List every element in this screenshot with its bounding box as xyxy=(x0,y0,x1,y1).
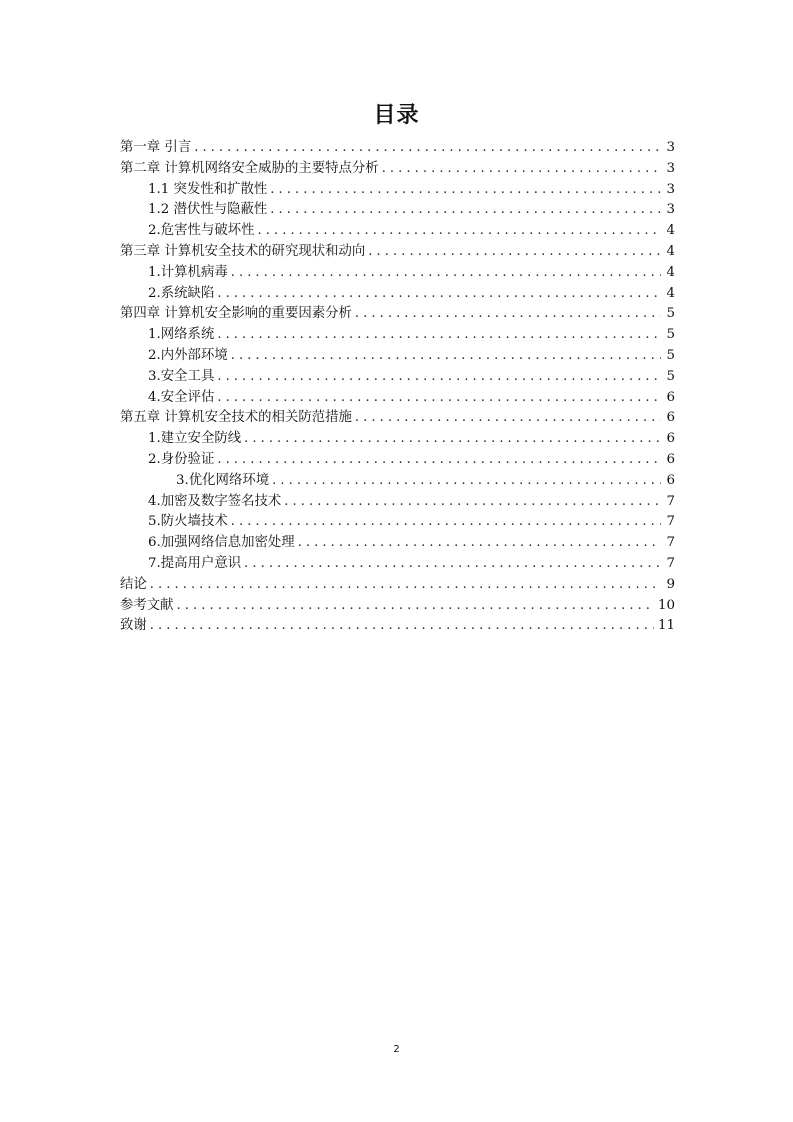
toc-entry-text: 参考文献 xyxy=(120,597,174,613)
toc-page-number: 3 xyxy=(666,140,675,155)
toc-entry[interactable] xyxy=(120,325,675,346)
toc-leader-dots xyxy=(231,512,661,533)
toc-leader-dots xyxy=(368,242,661,263)
toc-leader-dots xyxy=(231,263,661,284)
toc-entry[interactable] xyxy=(120,159,675,180)
toc-page-number: 3 xyxy=(666,202,675,218)
toc-leader-dots xyxy=(258,221,661,242)
toc-entry-text: 1.网络系统 xyxy=(148,327,215,343)
toc-entry[interactable] xyxy=(120,180,675,201)
toc-leader-dots xyxy=(217,325,661,346)
toc-leader-dots xyxy=(355,408,661,429)
toc-entry-text: 1.计算机病毒 xyxy=(148,264,228,280)
toc-page-number: 6 xyxy=(666,410,675,426)
toc-entry-text: 1.2 潜伏性与隐蔽性 xyxy=(148,202,268,218)
toc-leader-dots xyxy=(194,138,661,159)
toc-entry[interactable] xyxy=(120,304,675,325)
toc-page-number: 7 xyxy=(666,493,675,509)
toc-leader-dots xyxy=(244,429,661,450)
toc-page-number: 7 xyxy=(666,555,675,571)
toc-page-number: 5 xyxy=(666,347,675,363)
toc-leader-dots xyxy=(217,388,661,409)
toc-leader-dots xyxy=(231,346,661,367)
toc-leader-dots xyxy=(217,450,661,471)
toc-leader-dots xyxy=(270,200,661,221)
toc-leader-dots xyxy=(217,284,661,305)
toc-title: 目录 xyxy=(373,103,420,128)
toc-page-number: 4 xyxy=(666,223,675,239)
toc-entry[interactable] xyxy=(120,471,675,492)
toc-entry-text: 3.安全工具 xyxy=(148,368,215,384)
toc-leader-dots xyxy=(284,492,661,513)
toc-entry-text: 5.防火墙技术 xyxy=(148,514,228,530)
toc-entry[interactable] xyxy=(120,554,675,575)
toc-page-number: 10 xyxy=(657,597,675,613)
toc-entry[interactable] xyxy=(120,138,675,159)
toc-entry-text: 第五章 计算机安全技术的相关防范措施 xyxy=(120,410,352,426)
toc-entry[interactable] xyxy=(120,346,675,367)
toc-entry-text: 4.安全评估 xyxy=(148,389,215,405)
toc-leader-dots xyxy=(150,616,654,637)
toc-page-number: 3 xyxy=(666,160,675,176)
toc-page-number: 7 xyxy=(666,514,675,530)
toc-page-number: 5 xyxy=(666,368,675,384)
toc-page-number: 4 xyxy=(666,285,675,301)
toc-entry[interactable] xyxy=(120,533,675,554)
toc-leader-dots xyxy=(270,180,661,201)
toc-entry[interactable] xyxy=(120,221,675,242)
toc-entry[interactable] xyxy=(120,596,675,617)
toc-page-number: 11 xyxy=(657,618,675,634)
toc-entry-text: 第四章 计算机安全影响的重要因素分析 xyxy=(120,306,352,322)
toc-page-number: 3 xyxy=(666,181,675,197)
toc-entry-text: 第二章 计算机网络安全威胁的主要特点分析 xyxy=(120,160,379,176)
toc-entry-text: 结论 xyxy=(120,576,147,592)
toc-page-number: 6 xyxy=(666,451,675,467)
toc-leader-dots xyxy=(298,533,661,554)
toc-entry[interactable] xyxy=(120,450,675,471)
toc-entry[interactable] xyxy=(120,242,675,263)
toc-page-number: 4 xyxy=(666,264,675,280)
toc-entry[interactable] xyxy=(120,512,675,533)
toc-entry-text: 7.提高用户意识 xyxy=(148,555,242,571)
toc-page-number: 6 xyxy=(666,389,675,405)
toc-entry-text: 致谢 xyxy=(120,618,147,634)
toc-page-number: 6 xyxy=(666,472,675,488)
toc-leader-dots xyxy=(177,596,654,617)
toc-entry-text: 第三章 计算机安全技术的研究现状和动向 xyxy=(120,243,366,259)
toc-entry-text: 4.加密及数字签名技术 xyxy=(148,493,282,509)
toc-entry-text: 第一章 引言 xyxy=(120,140,192,155)
toc-entry-text: 1.建立安全防线 xyxy=(148,431,242,447)
toc-page-number: 5 xyxy=(666,327,675,343)
toc-entry[interactable] xyxy=(120,429,675,450)
toc-entry[interactable] xyxy=(120,367,675,388)
toc-leader-dots xyxy=(244,554,661,575)
toc-entry-text: 3.优化网络环境 xyxy=(176,472,270,488)
toc-leader-dots xyxy=(355,304,661,325)
toc-entry-text: 2.内外部环境 xyxy=(148,347,228,363)
toc-entry-text: 1.1 突发性和扩散性 xyxy=(148,181,268,197)
toc-entry-text: 2.危害性与破坏性 xyxy=(148,223,255,239)
toc-page-number: 6 xyxy=(666,431,675,447)
toc-entry[interactable] xyxy=(120,575,675,596)
toc-entry[interactable] xyxy=(120,388,675,409)
toc-entry-text: 6.加强网络信息加密处理 xyxy=(148,535,295,551)
toc-page-number: 7 xyxy=(666,535,675,551)
toc-leader-dots xyxy=(272,471,661,492)
page-number: 2 xyxy=(393,1044,400,1055)
toc-entry[interactable] xyxy=(120,284,675,305)
toc-page-number: 9 xyxy=(666,576,675,592)
toc-page-number: 4 xyxy=(666,243,675,259)
toc-entry-text: 2.系统缺陷 xyxy=(148,285,215,301)
toc-entry[interactable] xyxy=(120,616,675,637)
toc-entry[interactable] xyxy=(120,408,675,429)
toc-leader-dots xyxy=(150,575,661,596)
toc-entry-text: 2.身份验证 xyxy=(148,451,215,467)
toc-entry[interactable] xyxy=(120,200,675,221)
table-of-contents xyxy=(120,138,675,637)
toc-leader-dots xyxy=(382,159,661,180)
toc-entry[interactable] xyxy=(120,492,675,513)
toc-entry[interactable] xyxy=(120,263,675,284)
toc-page-number: 5 xyxy=(666,306,675,322)
toc-leader-dots xyxy=(217,367,661,388)
